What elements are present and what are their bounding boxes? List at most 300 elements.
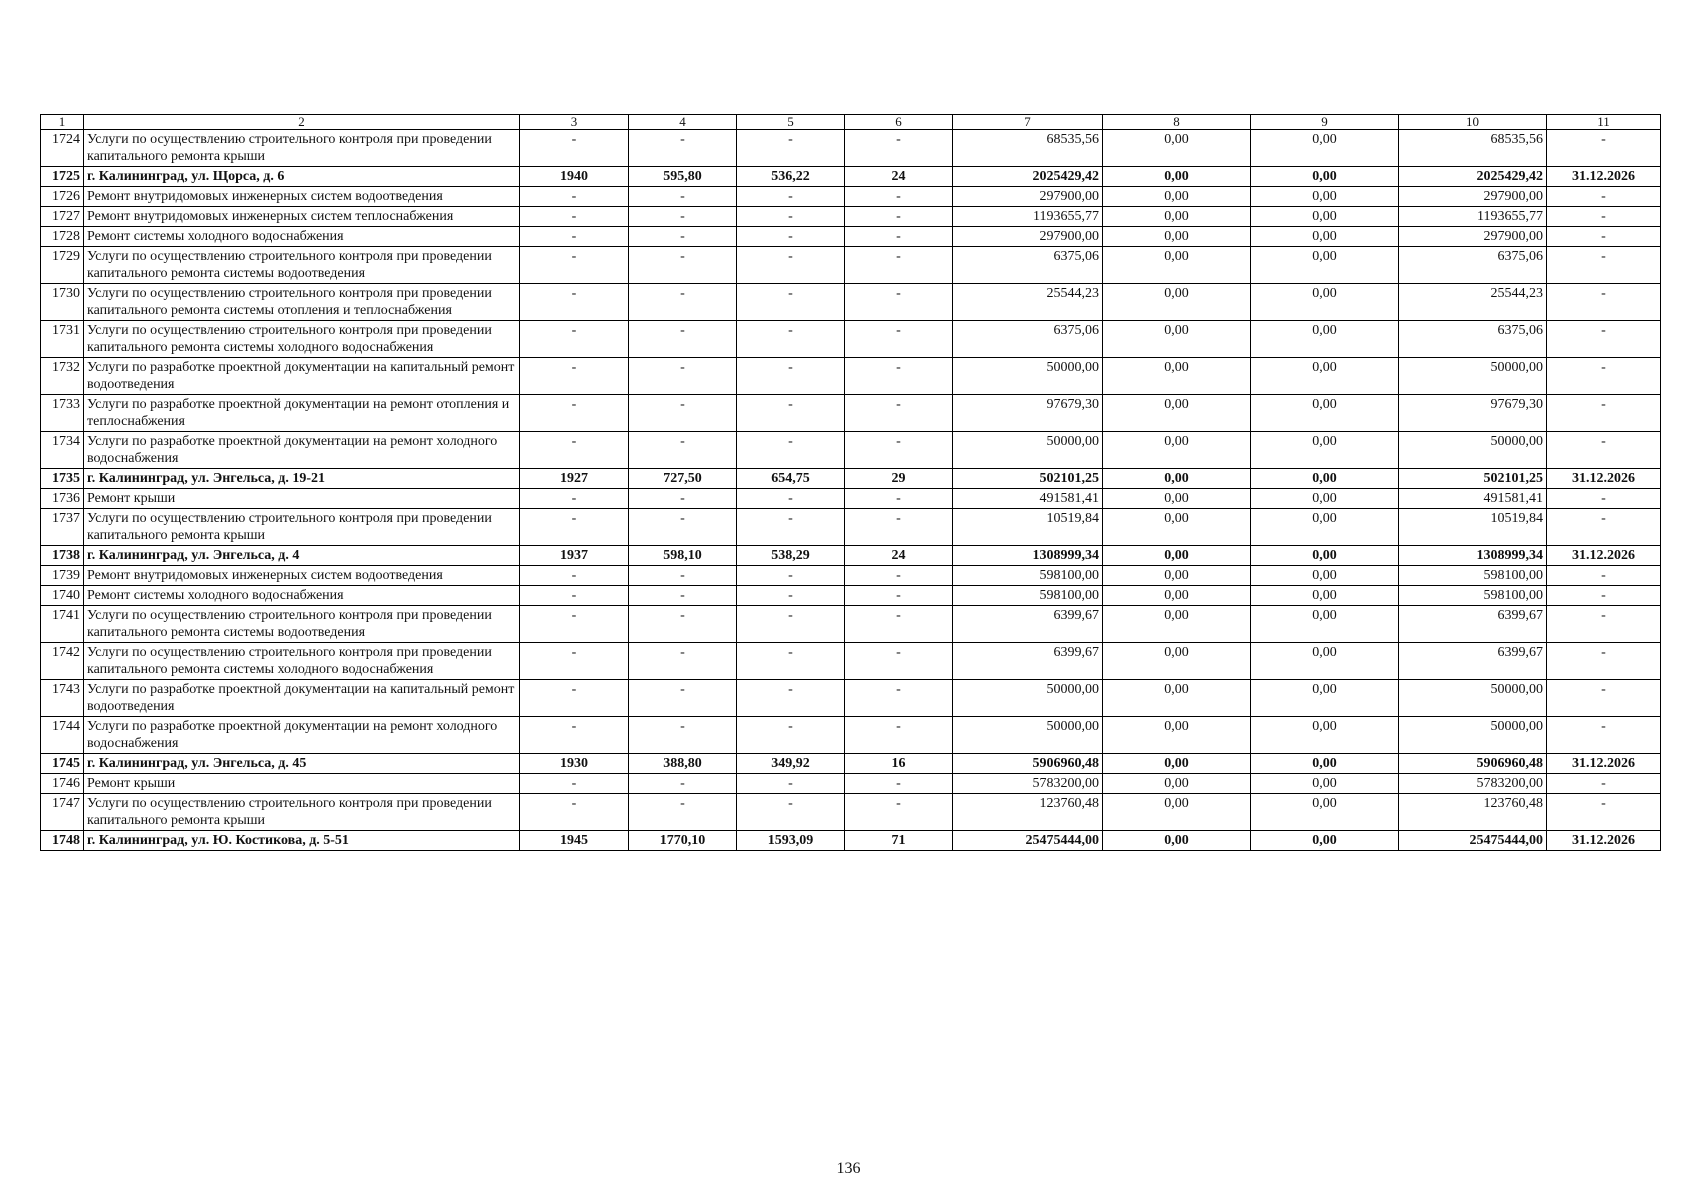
col7-cell: 5783200,00 (953, 774, 1103, 794)
col4-cell: - (629, 774, 737, 794)
col7-cell: 25544,23 (953, 284, 1103, 321)
row-number-cell: 1735 (41, 469, 84, 489)
col7-cell: 598100,00 (953, 566, 1103, 586)
row-number-cell: 1726 (41, 187, 84, 207)
header-row (41, 115, 1661, 130)
col9-cell: 0,00 (1251, 469, 1399, 489)
table-row (41, 794, 1661, 831)
row-number-cell: 1736 (41, 489, 84, 509)
col3-cell: - (520, 680, 629, 717)
col10-cell: 491581,41 (1399, 489, 1547, 509)
col11-cell: - (1547, 227, 1661, 247)
table-row (41, 130, 1661, 167)
col8-cell: 0,00 (1103, 754, 1251, 774)
col6-cell: - (845, 680, 953, 717)
col7-cell: 297900,00 (953, 227, 1103, 247)
col5-cell: - (737, 643, 845, 680)
col9-cell: 0,00 (1251, 284, 1399, 321)
col3-cell: - (520, 566, 629, 586)
col10-cell: 1193655,77 (1399, 207, 1547, 227)
col9-cell: 0,00 (1251, 680, 1399, 717)
col6-cell: - (845, 130, 953, 167)
col5-cell: - (737, 586, 845, 606)
col5-cell: - (737, 321, 845, 358)
col6-cell: - (845, 489, 953, 509)
col6-cell: - (845, 717, 953, 754)
table-row (41, 643, 1661, 680)
col3-cell: 1945 (520, 831, 629, 851)
col6-cell: - (845, 606, 953, 643)
col4-cell: - (629, 395, 737, 432)
header-cell: 1 (41, 115, 84, 130)
col4-cell: 598,10 (629, 546, 737, 566)
col9-cell: 0,00 (1251, 395, 1399, 432)
header-cell: 4 (629, 115, 737, 130)
col9-cell: 0,00 (1251, 358, 1399, 395)
item-name-cell: Услуги по осуществлению строительного контроля при проведении капитального ремонта крыши (84, 509, 520, 546)
col11-cell: 31.12.2026 (1547, 831, 1661, 851)
col5-cell: 538,29 (737, 546, 845, 566)
col7-cell: 50000,00 (953, 717, 1103, 754)
col11-cell: - (1547, 509, 1661, 546)
col8-cell: 0,00 (1103, 207, 1251, 227)
col7-cell: 491581,41 (953, 489, 1103, 509)
item-name-cell: г. Калининград, ул. Щорса, д. 6 (84, 167, 520, 187)
item-name-cell: Услуги по разработке проектной документации на капитальный ремонт водоотведения (84, 680, 520, 717)
col10-cell: 50000,00 (1399, 432, 1547, 469)
col7-cell: 502101,25 (953, 469, 1103, 489)
col11-cell: - (1547, 717, 1661, 754)
col4-cell: 727,50 (629, 469, 737, 489)
header-cell: 10 (1399, 115, 1547, 130)
col3-cell: - (520, 227, 629, 247)
col10-cell: 6375,06 (1399, 321, 1547, 358)
col3-cell: - (520, 358, 629, 395)
col6-cell: - (845, 247, 953, 284)
table-row (41, 489, 1661, 509)
col4-cell: - (629, 130, 737, 167)
col10-cell: 25544,23 (1399, 284, 1547, 321)
col11-cell: - (1547, 586, 1661, 606)
col7-cell: 598100,00 (953, 586, 1103, 606)
col8-cell: 0,00 (1103, 774, 1251, 794)
col10-cell: 5783200,00 (1399, 774, 1547, 794)
col4-cell: - (629, 284, 737, 321)
item-name-cell: Ремонт внутридомовых инженерных систем водоотведения (84, 566, 520, 586)
col9-cell: 0,00 (1251, 321, 1399, 358)
col8-cell: 0,00 (1103, 546, 1251, 566)
col9-cell: 0,00 (1251, 754, 1399, 774)
col7-cell: 10519,84 (953, 509, 1103, 546)
col10-cell: 6399,67 (1399, 643, 1547, 680)
col11-cell: 31.12.2026 (1547, 546, 1661, 566)
col3-cell: - (520, 130, 629, 167)
col3-cell: - (520, 187, 629, 207)
table-row (41, 284, 1661, 321)
page-number: 136 (836, 1160, 861, 1177)
item-name-cell: Ремонт системы холодного водоснабжения (84, 586, 520, 606)
col8-cell: 0,00 (1103, 247, 1251, 284)
col9-cell: 0,00 (1251, 489, 1399, 509)
col9-cell: 0,00 (1251, 509, 1399, 546)
col11-cell: - (1547, 489, 1661, 509)
col11-cell: 31.12.2026 (1547, 469, 1661, 489)
col5-cell: - (737, 774, 845, 794)
col4-cell: - (629, 606, 737, 643)
col10-cell: 10519,84 (1399, 509, 1547, 546)
col10-cell: 598100,00 (1399, 586, 1547, 606)
col9-cell: 0,00 (1251, 187, 1399, 207)
row-number-cell: 1739 (41, 566, 84, 586)
item-name-cell: Услуги по осуществлению строительного контроля при проведении капитального ремонта крыши (84, 794, 520, 831)
col7-cell: 1193655,77 (953, 207, 1103, 227)
row-number-cell: 1737 (41, 509, 84, 546)
item-name-cell: г. Калининград, ул. Энгельса, д. 45 (84, 754, 520, 774)
col6-cell: - (845, 794, 953, 831)
col4-cell: - (629, 207, 737, 227)
row-number-cell: 1732 (41, 358, 84, 395)
col10-cell: 5906960,48 (1399, 754, 1547, 774)
row-number-cell: 1740 (41, 586, 84, 606)
col5-cell: - (737, 717, 845, 754)
table-row (41, 831, 1661, 851)
col8-cell: 0,00 (1103, 284, 1251, 321)
col3-cell: 1927 (520, 469, 629, 489)
col9-cell: 0,00 (1251, 717, 1399, 754)
item-name-cell: Ремонт внутридомовых инженерных систем водоотведения (84, 187, 520, 207)
col3-cell: 1930 (520, 754, 629, 774)
col4-cell: - (629, 227, 737, 247)
col5-cell: - (737, 395, 845, 432)
row-number-cell: 1730 (41, 284, 84, 321)
col3-cell: - (520, 717, 629, 754)
col7-cell: 97679,30 (953, 395, 1103, 432)
col6-cell: - (845, 509, 953, 546)
row-number-cell: 1746 (41, 774, 84, 794)
col5-cell: - (737, 227, 845, 247)
item-name-cell: Услуги по осуществлению строительного контроля при проведении капитального ремонта системы отопления и теплоснабжения (84, 284, 520, 321)
table-row (41, 187, 1661, 207)
repair-program-table (40, 114, 1661, 851)
col9-cell: 0,00 (1251, 831, 1399, 851)
col8-cell: 0,00 (1103, 130, 1251, 167)
row-number-cell: 1748 (41, 831, 84, 851)
item-name-cell: Услуги по разработке проектной документации на ремонт отопления и теплоснабжения (84, 395, 520, 432)
col5-cell: - (737, 489, 845, 509)
item-name-cell: Услуги по разработке проектной документации на ремонт холодного водоснабжения (84, 717, 520, 754)
col11-cell: 31.12.2026 (1547, 167, 1661, 187)
col4-cell: 1770,10 (629, 831, 737, 851)
col5-cell: - (737, 247, 845, 284)
col9-cell: 0,00 (1251, 643, 1399, 680)
col10-cell: 598100,00 (1399, 566, 1547, 586)
item-name-cell: Услуги по разработке проектной документации на капитальный ремонт водоотведения (84, 358, 520, 395)
item-name-cell: Ремонт внутридомовых инженерных систем теплоснабжения (84, 207, 520, 227)
col4-cell: 388,80 (629, 754, 737, 774)
col4-cell: 595,80 (629, 167, 737, 187)
col9-cell: 0,00 (1251, 167, 1399, 187)
table-row (41, 586, 1661, 606)
table-row (41, 432, 1661, 469)
table-row (41, 546, 1661, 566)
col3-cell: - (520, 395, 629, 432)
col5-cell: 349,92 (737, 754, 845, 774)
table-row (41, 509, 1661, 546)
col9-cell: 0,00 (1251, 207, 1399, 227)
item-name-cell: Услуги по осуществлению строительного контроля при проведении капитального ремонта системы водоотведения (84, 247, 520, 284)
col10-cell: 502101,25 (1399, 469, 1547, 489)
col11-cell: - (1547, 643, 1661, 680)
col11-cell: - (1547, 247, 1661, 284)
col9-cell: 0,00 (1251, 794, 1399, 831)
row-number-cell: 1731 (41, 321, 84, 358)
col8-cell: 0,00 (1103, 395, 1251, 432)
table-row (41, 680, 1661, 717)
table-row (41, 227, 1661, 247)
header-cell: 9 (1251, 115, 1399, 130)
col6-cell: 29 (845, 469, 953, 489)
col11-cell: - (1547, 680, 1661, 717)
table-row (41, 207, 1661, 227)
col7-cell: 50000,00 (953, 432, 1103, 469)
col5-cell: - (737, 432, 845, 469)
col5-cell: 1593,09 (737, 831, 845, 851)
col4-cell: - (629, 566, 737, 586)
col7-cell: 50000,00 (953, 358, 1103, 395)
table-row (41, 358, 1661, 395)
item-name-cell: Услуги по осуществлению строительного контроля при проведении капитального ремонта системы водоотведения (84, 606, 520, 643)
col8-cell: 0,00 (1103, 606, 1251, 643)
col8-cell: 0,00 (1103, 489, 1251, 509)
col7-cell: 6399,67 (953, 643, 1103, 680)
col11-cell: - (1547, 395, 1661, 432)
item-name-cell: г. Калининград, ул. Энгельса, д. 19-21 (84, 469, 520, 489)
table-row (41, 754, 1661, 774)
col7-cell: 6375,06 (953, 247, 1103, 284)
col7-cell: 1308999,34 (953, 546, 1103, 566)
col3-cell: - (520, 207, 629, 227)
col7-cell: 123760,48 (953, 794, 1103, 831)
item-name-cell: Услуги по осуществлению строительного контроля при проведении капитального ремонта системы холодного водоснабжения (84, 321, 520, 358)
col8-cell: 0,00 (1103, 643, 1251, 680)
col7-cell: 50000,00 (953, 680, 1103, 717)
table-body (41, 115, 1661, 851)
col3-cell: - (520, 586, 629, 606)
col11-cell: - (1547, 321, 1661, 358)
row-number-cell: 1744 (41, 717, 84, 754)
col3-cell: - (520, 284, 629, 321)
col8-cell: 0,00 (1103, 432, 1251, 469)
table-row (41, 774, 1661, 794)
col9-cell: 0,00 (1251, 546, 1399, 566)
col4-cell: - (629, 586, 737, 606)
col8-cell: 0,00 (1103, 227, 1251, 247)
header-cell: 11 (1547, 115, 1661, 130)
col11-cell: - (1547, 284, 1661, 321)
col11-cell: - (1547, 606, 1661, 643)
header-cell: 7 (953, 115, 1103, 130)
col10-cell: 297900,00 (1399, 187, 1547, 207)
col3-cell: - (520, 489, 629, 509)
col10-cell: 25475444,00 (1399, 831, 1547, 851)
header-cell: 3 (520, 115, 629, 130)
col4-cell: - (629, 643, 737, 680)
col3-cell: - (520, 247, 629, 284)
col4-cell: - (629, 680, 737, 717)
col4-cell: - (629, 509, 737, 546)
item-name-cell: Ремонт крыши (84, 774, 520, 794)
row-number-cell: 1747 (41, 794, 84, 831)
col5-cell: - (737, 566, 845, 586)
col3-cell: - (520, 774, 629, 794)
col9-cell: 0,00 (1251, 130, 1399, 167)
table-row (41, 717, 1661, 754)
col8-cell: 0,00 (1103, 680, 1251, 717)
col10-cell: 123760,48 (1399, 794, 1547, 831)
col6-cell: - (845, 187, 953, 207)
col5-cell: - (737, 187, 845, 207)
col4-cell: - (629, 321, 737, 358)
header-cell: 2 (84, 115, 520, 130)
item-name-cell: Ремонт системы холодного водоснабжения (84, 227, 520, 247)
table-row (41, 167, 1661, 187)
row-number-cell: 1742 (41, 643, 84, 680)
row-number-cell: 1745 (41, 754, 84, 774)
col10-cell: 68535,56 (1399, 130, 1547, 167)
col6-cell: - (845, 395, 953, 432)
col3-cell: - (520, 794, 629, 831)
col11-cell: - (1547, 432, 1661, 469)
col8-cell: 0,00 (1103, 566, 1251, 586)
col5-cell: - (737, 606, 845, 643)
col6-cell: - (845, 774, 953, 794)
col6-cell: - (845, 586, 953, 606)
col9-cell: 0,00 (1251, 566, 1399, 586)
col7-cell: 68535,56 (953, 130, 1103, 167)
col11-cell: - (1547, 794, 1661, 831)
col3-cell: - (520, 509, 629, 546)
col5-cell: - (737, 284, 845, 321)
row-number-cell: 1734 (41, 432, 84, 469)
table-row (41, 566, 1661, 586)
col6-cell: - (845, 227, 953, 247)
col8-cell: 0,00 (1103, 358, 1251, 395)
row-number-cell: 1741 (41, 606, 84, 643)
col4-cell: - (629, 187, 737, 207)
row-number-cell: 1728 (41, 227, 84, 247)
col9-cell: 0,00 (1251, 606, 1399, 643)
col4-cell: - (629, 489, 737, 509)
col3-cell: - (520, 643, 629, 680)
col4-cell: - (629, 794, 737, 831)
row-number-cell: 1727 (41, 207, 84, 227)
col5-cell: 536,22 (737, 167, 845, 187)
col6-cell: - (845, 643, 953, 680)
col11-cell: - (1547, 566, 1661, 586)
col11-cell: 31.12.2026 (1547, 754, 1661, 774)
col11-cell: - (1547, 207, 1661, 227)
col3-cell: - (520, 432, 629, 469)
col7-cell: 297900,00 (953, 187, 1103, 207)
row-number-cell: 1733 (41, 395, 84, 432)
col6-cell: - (845, 321, 953, 358)
table-row (41, 469, 1661, 489)
col8-cell: 0,00 (1103, 469, 1251, 489)
header-cell: 8 (1103, 115, 1251, 130)
item-name-cell: Услуги по осуществлению строительного контроля при проведении капитального ремонта крыши (84, 130, 520, 167)
table-row (41, 247, 1661, 284)
col11-cell: - (1547, 130, 1661, 167)
col6-cell: 71 (845, 831, 953, 851)
col5-cell: - (737, 207, 845, 227)
col6-cell: - (845, 432, 953, 469)
col6-cell: - (845, 358, 953, 395)
item-name-cell: г. Калининград, ул. Ю. Костикова, д. 5-51 (84, 831, 520, 851)
header-cell: 6 (845, 115, 953, 130)
col10-cell: 297900,00 (1399, 227, 1547, 247)
row-number-cell: 1724 (41, 130, 84, 167)
col3-cell: 1940 (520, 167, 629, 187)
col10-cell: 6399,67 (1399, 606, 1547, 643)
col6-cell: 16 (845, 754, 953, 774)
col9-cell: 0,00 (1251, 586, 1399, 606)
table-row (41, 395, 1661, 432)
col11-cell: - (1547, 774, 1661, 794)
col5-cell: - (737, 509, 845, 546)
col10-cell: 50000,00 (1399, 717, 1547, 754)
table-row (41, 606, 1661, 643)
col8-cell: 0,00 (1103, 187, 1251, 207)
item-name-cell: г. Калининград, ул. Энгельса, д. 4 (84, 546, 520, 566)
col3-cell: 1937 (520, 546, 629, 566)
col5-cell: - (737, 358, 845, 395)
col8-cell: 0,00 (1103, 321, 1251, 358)
col11-cell: - (1547, 358, 1661, 395)
col8-cell: 0,00 (1103, 586, 1251, 606)
col4-cell: - (629, 247, 737, 284)
col8-cell: 0,00 (1103, 509, 1251, 546)
row-number-cell: 1725 (41, 167, 84, 187)
col8-cell: 0,00 (1103, 717, 1251, 754)
col9-cell: 0,00 (1251, 247, 1399, 284)
col8-cell: 0,00 (1103, 167, 1251, 187)
row-number-cell: 1729 (41, 247, 84, 284)
col10-cell: 50000,00 (1399, 680, 1547, 717)
header-cell: 5 (737, 115, 845, 130)
col10-cell: 97679,30 (1399, 395, 1547, 432)
col4-cell: - (629, 717, 737, 754)
col7-cell: 25475444,00 (953, 831, 1103, 851)
col5-cell: - (737, 680, 845, 717)
col8-cell: 0,00 (1103, 794, 1251, 831)
col6-cell: 24 (845, 546, 953, 566)
col7-cell: 6399,67 (953, 606, 1103, 643)
col4-cell: - (629, 432, 737, 469)
col8-cell: 0,00 (1103, 831, 1251, 851)
col6-cell: - (845, 207, 953, 227)
col5-cell: 654,75 (737, 469, 845, 489)
col9-cell: 0,00 (1251, 774, 1399, 794)
row-number-cell: 1743 (41, 680, 84, 717)
col7-cell: 2025429,42 (953, 167, 1103, 187)
col6-cell: - (845, 566, 953, 586)
item-name-cell: Ремонт крыши (84, 489, 520, 509)
col10-cell: 6375,06 (1399, 247, 1547, 284)
col9-cell: 0,00 (1251, 432, 1399, 469)
row-number-cell: 1738 (41, 546, 84, 566)
col10-cell: 50000,00 (1399, 358, 1547, 395)
col10-cell: 1308999,34 (1399, 546, 1547, 566)
